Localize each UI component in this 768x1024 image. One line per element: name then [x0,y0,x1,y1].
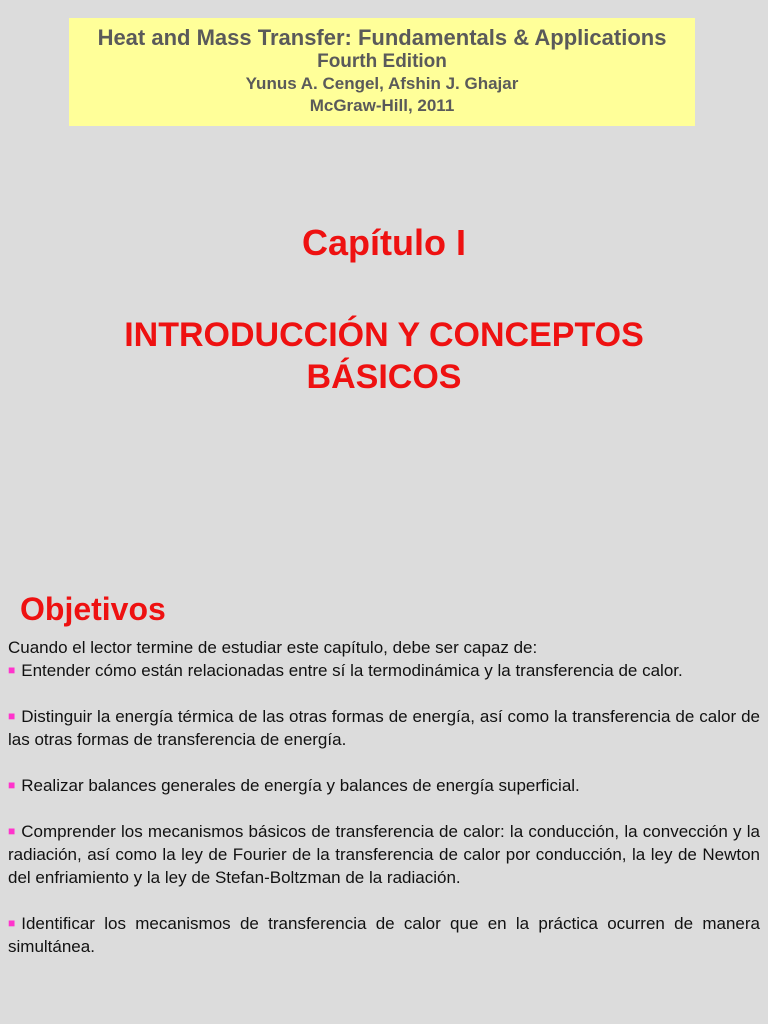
objective-item [8,912,760,958]
bullet-square-icon: ■ [8,824,16,838]
objective-text: Realizar balances generales de energía y balances de energía superficial. [21,776,580,795]
objectives-list [8,636,760,981]
objective-item [8,820,760,889]
book-publisher: McGraw-Hill, 2011 [309,96,455,115]
chapter-title-line-1: INTRODUCCIÓN Y CONCEPTOS [124,316,644,354]
book-authors: Yunus A. Cengel, Afshin J. Ghajar [245,74,519,93]
objectives-intro: Cuando el lector termine de estudiar este capítulo, debe ser capaz de: [8,638,538,657]
objective-text: Comprender los mecanismos básicos de transferencia de calor: la conducción, la convección y la radiación, así como la ley de Fourier de la transferencia de calor por conducción, la ley de Newton del enfriamiento y la ley de Stefan-Boltzman de la radiación. [8,822,760,887]
objective-text: Identificar los mecanismos de transferencia de calor que en la práctica ocurren de manera simultánea. [8,914,760,956]
chapter-number: Capítulo I [302,222,466,263]
chapter-title [0,314,768,398]
objective-text: Entender cómo están relacionadas entre sí la termodinámica y la transferencia de calor. [21,661,683,680]
bullet-square-icon: ■ [8,778,16,792]
book-info-box [69,18,695,126]
bullet-square-icon: ■ [8,663,16,677]
objective-text: Distinguir la energía térmica de las otras formas de energía, así como la transferencia de calor de las otras formas de transferencia de energía. [8,707,760,749]
bullet-square-icon: ■ [8,916,16,930]
chapter-title-line-2: BÁSICOS [306,358,462,396]
bullet-square-icon: ■ [8,709,16,723]
objective-item [8,705,760,751]
objectives-heading: Objetivos [20,591,166,627]
objective-item [8,659,760,682]
book-title: Heat and Mass Transfer: Fundamentals & Applications [97,25,667,50]
objective-item [8,774,760,797]
book-edition: Fourth Edition [317,51,447,72]
